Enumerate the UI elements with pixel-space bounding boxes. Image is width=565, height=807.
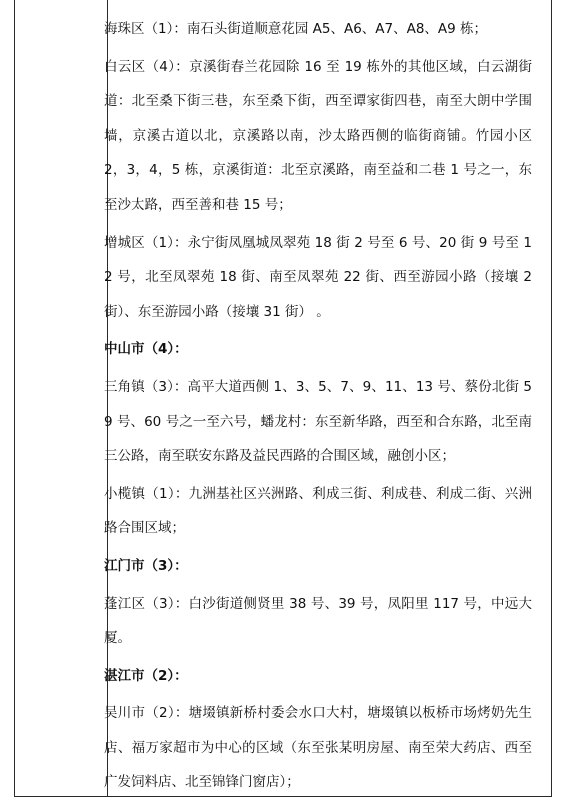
paragraph-xiaolan: 小榄镇（1）：九洲基社区兴洲路、利成三街、利成巷、利成二街、兴洲路合围区域；	[104, 485, 532, 537]
city-heading-jiangmen: 江门市（3）：	[104, 557, 188, 574]
city-heading-zhanjiang: 湛江市（2）：	[104, 667, 188, 684]
paragraph-wuchuan: 吴川市（2）：塘㙍镇新桥村委会水口大村，塘㙍镇以板桥市场烤奶先生店、福万家超市为中心的区域（东至张某明房屋、南至荣大药店、西至广发饲料店、北至锦锋门窗店）；	[104, 705, 532, 791]
paragraph-pengjiang: 蓬江区（3）：白沙街道侧贤里 38 号、39 号，凤阳里 117 号，中远大厦。	[104, 595, 532, 647]
paragraph-sanjiao: 三角镇（3）：高平大道西侧 1、3、5、7、9、11、13 号、蔡份北街 59 号、60 号之一至六号，蟠龙村：东至新华路，西至和合东路，北至南三公路，南至联安东路及益民西路的合围区域，融创小区；	[104, 378, 532, 465]
table-content-cell	[104, 12, 532, 800]
table-left-column	[15, 0, 108, 796]
paragraph-baiyun: 白云区（4）：京溪街春兰花园除 16 至 19 栋外的其他区域，白云湖街道：北至桑下街三巷，东至桑下街，西至谭家街四巷，南至大朗中学围墙，京溪古道以北，京溪路以南，沙太路西侧的临街商铺。竹园小区 2，3，4，5 栋，京溪街道：北至京溪路，南至益和二巷 1 号之一，东至沙太路，西至善和巷 15 号；	[104, 58, 532, 213]
city-heading-zhongshan: 中山市（4）：	[104, 341, 188, 358]
paragraph-zengcheng: 增城区（1）：永宁街凤凰城凤翠苑 18 街 2 号至 6 号、20 街 9 号至 12 号，北至凤翠苑 18 街、南至凤翠苑 22 街、西至游园小路（接壤 2 街）、东至游园小路（接壤 31 街） 。	[104, 234, 532, 320]
paragraph-haizhu: 海珠区（1）：南石头街道顺意花园 A5、A6、A7、A8、A9 栋；	[104, 21, 488, 37]
